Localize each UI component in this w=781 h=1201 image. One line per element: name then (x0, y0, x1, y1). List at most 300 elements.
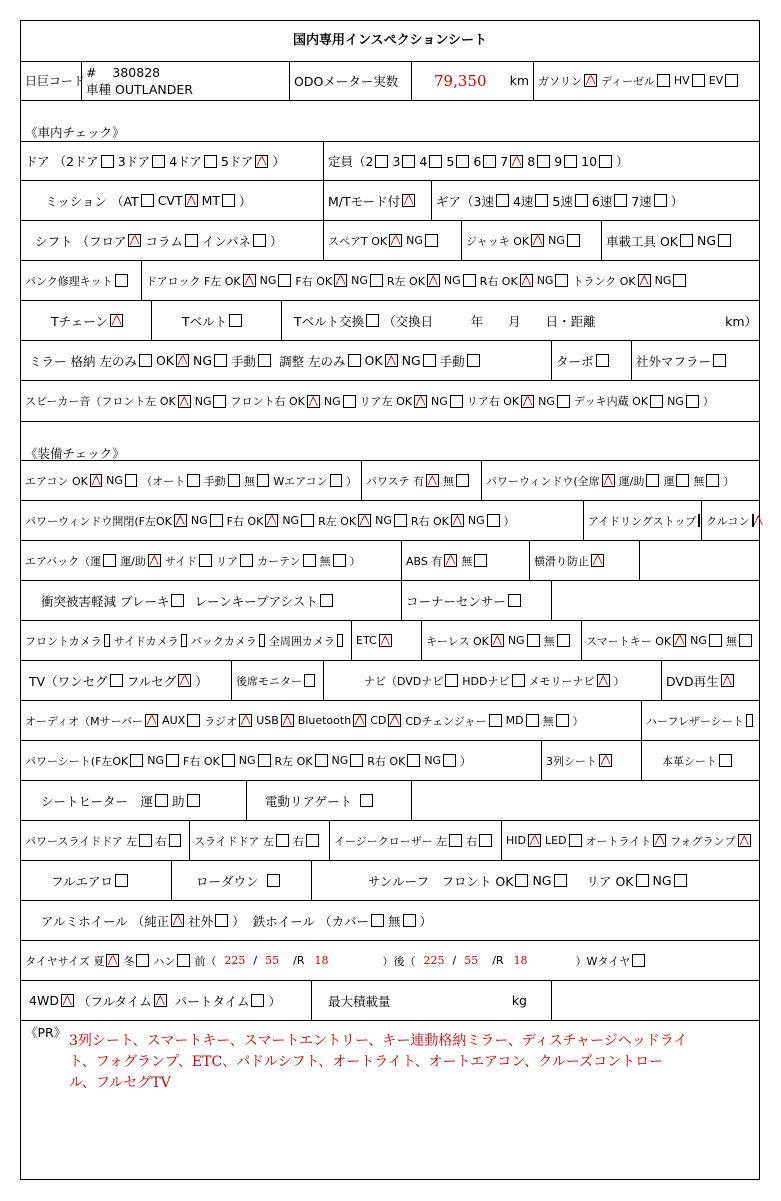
field-label: 手動 (231, 353, 257, 369)
odo-value: 79,350 (434, 71, 487, 90)
tv-fullseg-checkbox[interactable] (178, 674, 191, 687)
cap-8-checkbox[interactable] (537, 155, 550, 168)
ps-fl-ng-checkbox[interactable] (166, 754, 179, 767)
field-label: 無 (243, 474, 255, 488)
field-label: NG (697, 233, 717, 248)
field-label: 10 (581, 153, 598, 169)
pwo-fr-ok-checkbox[interactable] (265, 514, 278, 527)
field-label: 7 (500, 153, 509, 169)
field-label: アイドリングストップ (588, 514, 697, 528)
field-label: ） (723, 474, 735, 488)
mirror-fold-ng-checkbox[interactable] (214, 354, 227, 367)
dvd-checkbox[interactable] (721, 674, 734, 687)
lock-fl-ok-checkbox[interactable] (243, 274, 256, 287)
cap-10-checkbox[interactable] (599, 155, 612, 168)
ac-manual-checkbox[interactable] (228, 474, 240, 487)
keyless-ng-checkbox[interactable] (527, 634, 540, 647)
mirror-cell (21, 341, 551, 380)
spk-rr-ok-checkbox[interactable] (521, 395, 534, 408)
cruise-checkbox[interactable] (752, 514, 754, 527)
spk-fr-ok-checkbox[interactable] (307, 395, 320, 408)
etc-cell (351, 621, 421, 660)
tools-ng-checkbox[interactable] (718, 234, 731, 247)
lowdown-cell (171, 861, 311, 900)
field-label: 無 (542, 714, 554, 728)
at-checkbox[interactable] (141, 194, 154, 207)
spare-ng-checkbox[interactable] (425, 234, 438, 247)
sunroof-rear-ng-checkbox[interactable] (674, 874, 687, 887)
audio-bt-checkbox[interactable] (353, 714, 366, 727)
field-label: NG (507, 634, 525, 647)
gear-4-checkbox[interactable] (535, 194, 548, 207)
field-label: コラム (145, 233, 183, 249)
ps-fr-ng-checkbox[interactable] (258, 754, 271, 767)
lock-trunk-ng-checkbox[interactable] (673, 274, 686, 287)
ab-curtain-checkbox[interactable] (303, 554, 316, 567)
audio-mserver-checkbox[interactable] (145, 714, 158, 727)
ac-w-checkbox[interactable] (330, 474, 342, 487)
awd-full-checkbox[interactable] (154, 994, 167, 1007)
wheel-other-checkbox[interactable] (215, 914, 228, 927)
led-checkbox[interactable] (569, 834, 582, 847)
field-label: フロントカメラ (25, 634, 102, 648)
door-2-checkbox[interactable] (101, 155, 114, 168)
wheel-genuine-checkbox[interactable] (171, 914, 184, 927)
field-label: ） (272, 154, 285, 169)
door-3-checkbox[interactable] (152, 155, 165, 168)
pslide-right-checkbox[interactable] (169, 834, 181, 847)
mirror-adj-left-checkbox[interactable] (348, 354, 361, 367)
field-label: NG (667, 394, 684, 408)
lock-rr-ng-checkbox[interactable] (555, 274, 568, 287)
rear-monitor-checkbox[interactable] (304, 674, 315, 687)
speaker-row (21, 381, 759, 421)
pw-front-checkbox[interactable] (646, 474, 659, 487)
field-label: NG (259, 274, 277, 287)
pwo-rl-ng-checkbox[interactable] (394, 514, 407, 527)
field-label: Wエアコン (273, 474, 328, 488)
audio-changer-checkbox[interactable] (489, 714, 502, 727)
door-5-checkbox[interactable] (255, 155, 268, 168)
field-label: （フルタイム (77, 993, 152, 1009)
field-label: 前（ (194, 954, 217, 968)
cap-2-checkbox[interactable] (375, 155, 388, 168)
smartkey-none-checkbox[interactable] (739, 634, 752, 647)
aircon-row (21, 461, 759, 501)
ps-rl-ok-checkbox[interactable] (315, 754, 328, 767)
field-label: NG (548, 234, 565, 247)
field-label: クルコン (706, 514, 750, 528)
spk-fl-ng-checkbox[interactable] (213, 395, 226, 408)
fuel-gasoline-label: ガソリン (538, 74, 582, 88)
fuel-diesel-checkbox[interactable] (657, 74, 670, 87)
field-label: 5ドア (220, 154, 254, 169)
field-label: リア左 OK (359, 395, 412, 408)
mirror-adj-manual-checkbox[interactable] (467, 354, 480, 367)
field-label: 4速 (512, 193, 534, 209)
field-label: カーテン (257, 554, 301, 568)
field-label: ） (232, 913, 245, 929)
field-label: NG (536, 274, 554, 287)
field-label: パワースライドドア 左 (25, 834, 138, 848)
easy-closer-cell (329, 821, 501, 860)
field-label: NG (323, 394, 341, 408)
keyless-cell (421, 621, 581, 660)
ab-driver-checkbox[interactable] (103, 554, 116, 567)
gear-cell (431, 181, 761, 220)
field-label: 鉄ホイール （カバー (252, 913, 369, 929)
field-label: F右 OK (226, 514, 264, 528)
tbelt-change-cell (281, 301, 761, 340)
ps-fr-ok-checkbox[interactable] (222, 754, 235, 767)
wheel-cell (21, 901, 761, 940)
lock-rl-ok-checkbox[interactable] (427, 274, 440, 287)
field-label: NG (194, 394, 212, 408)
aero-cell (21, 861, 171, 900)
camera-row (21, 621, 759, 661)
field-label: ハーフレザーシート (646, 714, 744, 728)
pw-all-checkbox[interactable] (602, 474, 615, 487)
pr-section-title: 《PR》 (25, 1025, 67, 1040)
stock-number: 380828 (112, 64, 161, 80)
spk-deck-ng-checkbox[interactable] (686, 395, 699, 408)
field-label: 定員（ (328, 154, 366, 169)
ps-fl-ok-checkbox[interactable] (130, 754, 143, 767)
field-label: 助 (172, 793, 185, 809)
ac-ng-checkbox[interactable] (125, 474, 137, 487)
pwo-rl-ok-checkbox[interactable] (358, 514, 371, 527)
fuel-ev-label: EV (708, 74, 724, 87)
sunroof-front-ok-checkbox[interactable] (515, 874, 528, 887)
drive-row (21, 981, 759, 1021)
tire-half-checkbox[interactable] (177, 954, 190, 967)
muffler-checkbox[interactable] (713, 354, 726, 367)
cap-5-checkbox[interactable] (456, 155, 469, 168)
closer-left-checkbox[interactable] (449, 834, 462, 847)
tire-winter-checkbox[interactable] (136, 954, 149, 967)
front-width: 225 (224, 954, 246, 967)
abs-none-checkbox[interactable] (474, 554, 487, 567)
shift-column-checkbox[interactable] (185, 234, 198, 247)
tools-ok-checkbox[interactable] (680, 234, 693, 247)
mirror-fold-ok-checkbox[interactable] (176, 354, 189, 367)
field-label: オーディオ（Mサーバー (25, 714, 144, 728)
awd-checkbox[interactable] (61, 994, 74, 1007)
lock-rr-ok-checkbox[interactable] (520, 274, 533, 287)
number-label: # (86, 64, 97, 80)
spk-rl-ok-checkbox[interactable] (414, 395, 427, 408)
ab-none-checkbox[interactable] (333, 554, 346, 567)
lock-trunk-ok-checkbox[interactable] (638, 274, 651, 287)
shift-floor-checkbox[interactable] (128, 234, 141, 247)
brake-cell (21, 581, 401, 620)
field-label: NG (424, 754, 442, 767)
cap-4-checkbox[interactable] (429, 155, 442, 168)
field-label: CVT (157, 193, 183, 208)
field-label: フルセグ (126, 673, 177, 689)
field-label: ） (239, 193, 252, 209)
ps-yes-checkbox[interactable] (426, 474, 439, 487)
gear-6-checkbox[interactable] (614, 194, 627, 207)
mtmode-cell (323, 181, 431, 220)
rear-gate-checkbox[interactable] (360, 794, 373, 807)
airbag-blank (639, 541, 761, 580)
field-label: F右 OK (295, 274, 333, 288)
slide-right-checkbox[interactable] (306, 834, 319, 847)
cam-around-checkbox[interactable] (337, 634, 343, 647)
field-label: 3 (392, 153, 401, 169)
ps-rr-ng-checkbox[interactable] (443, 754, 456, 767)
pwo-fl-ng-checkbox[interactable] (210, 514, 223, 527)
pw-none-checkbox[interactable] (706, 474, 719, 487)
steel-cover-checkbox[interactable] (371, 914, 384, 927)
field-label: ） (613, 674, 625, 688)
cap-6-checkbox[interactable] (483, 155, 496, 168)
tire-summer-checkbox[interactable] (106, 954, 119, 967)
jack-ng-checkbox[interactable] (567, 234, 580, 247)
muffler-cell (631, 341, 761, 380)
navi-cell (323, 661, 661, 700)
mirror-adj-ok-checkbox[interactable] (385, 354, 398, 367)
capacity-cell (323, 142, 761, 180)
field-label: ギア（3速 (436, 193, 494, 209)
hid-checkbox[interactable] (528, 834, 541, 847)
spk-fr-ng-checkbox[interactable] (343, 395, 356, 408)
field-label: ローダウン (196, 873, 259, 889)
tbelt-checkbox[interactable] (229, 314, 242, 327)
field-label: パートタイム (174, 993, 250, 1009)
pwo-rr-ng-checkbox[interactable] (487, 514, 500, 527)
corner-cell (401, 581, 551, 620)
power-seat-cell (21, 741, 541, 780)
fuel-ev-checkbox[interactable] (725, 74, 738, 87)
cvt-checkbox[interactable] (185, 194, 198, 207)
cam-side-checkbox[interactable] (181, 634, 187, 647)
field-label: NG (401, 353, 421, 368)
field-label: NG (690, 634, 707, 647)
ps-rr-ok-checkbox[interactable] (407, 754, 420, 767)
ac-auto-checkbox[interactable] (187, 474, 199, 487)
pw-driver-checkbox[interactable] (676, 474, 689, 487)
audio-none-checkbox[interactable] (556, 714, 569, 727)
airbag-row (21, 541, 759, 581)
tire-cell (21, 941, 761, 980)
pwo-rr-ok-checkbox[interactable] (451, 514, 464, 527)
pw-open-row (21, 501, 759, 541)
steel-none-checkbox[interactable] (403, 914, 416, 927)
spk-deck-ok-checkbox[interactable] (650, 395, 663, 408)
half-leather-checkbox[interactable] (746, 714, 753, 727)
smartkey-ok-checkbox[interactable] (673, 634, 686, 647)
smartkey-ng-checkbox[interactable] (709, 634, 722, 647)
audio-radio-checkbox[interactable] (239, 714, 252, 727)
ps-none-checkbox[interactable] (456, 474, 469, 487)
field-label: メモリーナビ (528, 674, 595, 688)
field-label: ハン (153, 954, 176, 968)
pslide-left-checkbox[interactable] (139, 834, 151, 847)
sunroof-front-ng-checkbox[interactable] (554, 874, 567, 887)
abs-yes-checkbox[interactable] (444, 554, 457, 567)
lock-rl-ng-checkbox[interactable] (463, 274, 476, 287)
turbo-checkbox[interactable] (596, 354, 609, 367)
field-label: レーンキープアシスト (194, 593, 318, 609)
field-label: NG (532, 873, 552, 888)
sunroof-rear-ok-checkbox[interactable] (636, 874, 649, 887)
brake-checkbox[interactable] (171, 594, 184, 607)
field-label: キーレス OK (426, 634, 489, 648)
navi-dvd-checkbox[interactable] (445, 674, 458, 687)
field-label: ） (270, 233, 283, 249)
audio-aux-checkbox[interactable] (187, 714, 200, 727)
corner-checkbox[interactable] (508, 594, 521, 607)
lane-checkbox[interactable] (320, 594, 333, 607)
tbelt-change-checkbox[interactable] (366, 314, 379, 327)
mt-checkbox[interactable] (222, 194, 235, 207)
spk-fl-ok-checkbox[interactable] (178, 395, 191, 408)
navi-hdd-checkbox[interactable] (512, 674, 525, 687)
ab-both-checkbox[interactable] (148, 554, 161, 567)
field-label: 無 (725, 634, 737, 648)
fog-checkbox[interactable] (738, 834, 751, 847)
ps-rl-ng-checkbox[interactable] (350, 754, 363, 767)
audio-md-checkbox[interactable] (526, 714, 539, 727)
aircon-cell (21, 461, 361, 500)
doors-cell (21, 142, 323, 180)
gear-3-checkbox[interactable] (496, 194, 509, 207)
field-label: フルエアロ (51, 873, 114, 889)
lock-fr-ng-checkbox[interactable] (370, 274, 383, 287)
field-label: NG (331, 754, 349, 767)
door-4-checkbox[interactable] (204, 155, 217, 168)
field-label: R左 OK (386, 274, 425, 288)
autolight-checkbox[interactable] (653, 834, 666, 847)
odo-cell (411, 61, 533, 100)
field-label: R左 OK (318, 514, 357, 528)
audio-row (21, 701, 759, 741)
code-label: 日巨コード (25, 74, 86, 88)
safety-blank (551, 581, 761, 620)
gear-7-checkbox[interactable] (654, 194, 667, 207)
repair-kit-checkbox[interactable] (115, 274, 128, 287)
lowdown-checkbox[interactable] (267, 874, 280, 887)
tchain-checkbox[interactable] (110, 314, 123, 327)
field-label: / (253, 954, 258, 967)
equipment-section-title: 《装備チェック》 (25, 446, 125, 461)
audio-cd-checkbox[interactable] (388, 714, 401, 727)
pwo-fl-ok-checkbox[interactable] (174, 514, 187, 527)
field-label: パンク修理キット (25, 274, 113, 288)
rear-width: 225 (423, 954, 445, 967)
field-label: ） (195, 673, 208, 689)
ab-rear-checkbox[interactable] (240, 554, 253, 567)
field-label: AUX (162, 714, 186, 727)
pw-open-cell (21, 501, 583, 540)
skid-checkbox[interactable] (591, 554, 604, 567)
awd-part-checkbox[interactable] (251, 994, 264, 1007)
field-label: 手動 (203, 474, 226, 488)
mirror-fold-left-checkbox[interactable] (139, 354, 152, 367)
lock-fr-ok-checkbox[interactable] (334, 274, 347, 287)
field-label: 無 (693, 474, 705, 488)
field-label: MD (505, 714, 524, 727)
tv-row (21, 661, 759, 701)
field-label: パワーウィンドウ開閉(F左OK (25, 514, 172, 528)
field-label: 無 (388, 913, 401, 929)
field-label: /R (492, 954, 504, 967)
model-name: OUTLANDER (115, 81, 193, 97)
dvd-cell (661, 661, 761, 700)
jack-ok-checkbox[interactable] (531, 234, 544, 247)
field-label: Tベルト交換 (294, 313, 365, 329)
sheet-title: 国内専用インスペクションシート (21, 21, 759, 62)
load-cell (311, 981, 551, 1020)
tv-oneseg-checkbox[interactable] (110, 674, 123, 687)
audio-usb-checkbox[interactable] (281, 714, 294, 727)
tire-w-checkbox[interactable] (632, 954, 645, 967)
cap-9-checkbox[interactable] (564, 155, 577, 168)
ac-none-checkbox[interactable] (257, 474, 269, 487)
keyless-ok-checkbox[interactable] (491, 634, 504, 647)
navi-mem-checkbox[interactable] (597, 674, 610, 687)
fuel-hv-checkbox[interactable] (692, 74, 705, 87)
heater-driver-checkbox[interactable] (155, 794, 168, 807)
third-row-checkbox[interactable] (599, 754, 612, 767)
field-label: 無 (461, 554, 473, 568)
heater-pass-checkbox[interactable] (187, 794, 200, 807)
cruise-cell (701, 501, 761, 540)
field-label: R右 OK (410, 514, 449, 528)
cam-back-checkbox[interactable] (259, 634, 265, 647)
fuel-hv-label: HV (673, 74, 690, 87)
aero-checkbox[interactable] (115, 874, 128, 887)
ab-side-checkbox[interactable] (199, 554, 212, 567)
turbo-cell (551, 341, 631, 380)
slide-left-checkbox[interactable] (276, 834, 289, 847)
mtmode-checkbox[interactable] (402, 194, 415, 207)
shift-row (21, 221, 759, 261)
shift-panel-checkbox[interactable] (253, 234, 266, 247)
model-label: 車種 (86, 81, 112, 97)
closer-right-checkbox[interactable] (479, 834, 492, 847)
mirror-fold-manual-checkbox[interactable] (258, 354, 271, 367)
cap-7-checkbox[interactable] (510, 155, 523, 168)
slide-door-row (21, 821, 759, 861)
spare-ok-checkbox[interactable] (389, 234, 402, 247)
spk-rr-ng-checkbox[interactable] (557, 395, 570, 408)
field-label: HID (506, 834, 526, 847)
lock-fl-ng-checkbox[interactable] (278, 274, 291, 287)
cam-front-checkbox[interactable] (104, 634, 110, 647)
keyless-none-checkbox[interactable] (557, 634, 570, 647)
field-label: ドアロック F左 OK (146, 274, 241, 288)
fuel-gasoline-checkbox[interactable] (584, 74, 597, 87)
leather-checkbox[interactable] (719, 754, 732, 767)
awd-cell (21, 981, 311, 1020)
cap-3-checkbox[interactable] (402, 155, 415, 168)
gear-5-checkbox[interactable] (575, 194, 588, 207)
pwo-fr-ng-checkbox[interactable] (301, 514, 314, 527)
field-label: ターボ (556, 353, 594, 369)
ac-ok-checkbox[interactable] (90, 474, 102, 487)
field-label: （交換日 年 月 日・距離 (383, 313, 596, 329)
field-label: NG (538, 394, 555, 408)
field-label: NG (654, 274, 672, 287)
field-label: ） (670, 193, 684, 209)
etc-checkbox[interactable] (379, 634, 392, 647)
audio-cell (21, 701, 641, 740)
mirror-adj-ng-checkbox[interactable] (423, 354, 436, 367)
spk-rl-ng-checkbox[interactable] (450, 395, 463, 408)
